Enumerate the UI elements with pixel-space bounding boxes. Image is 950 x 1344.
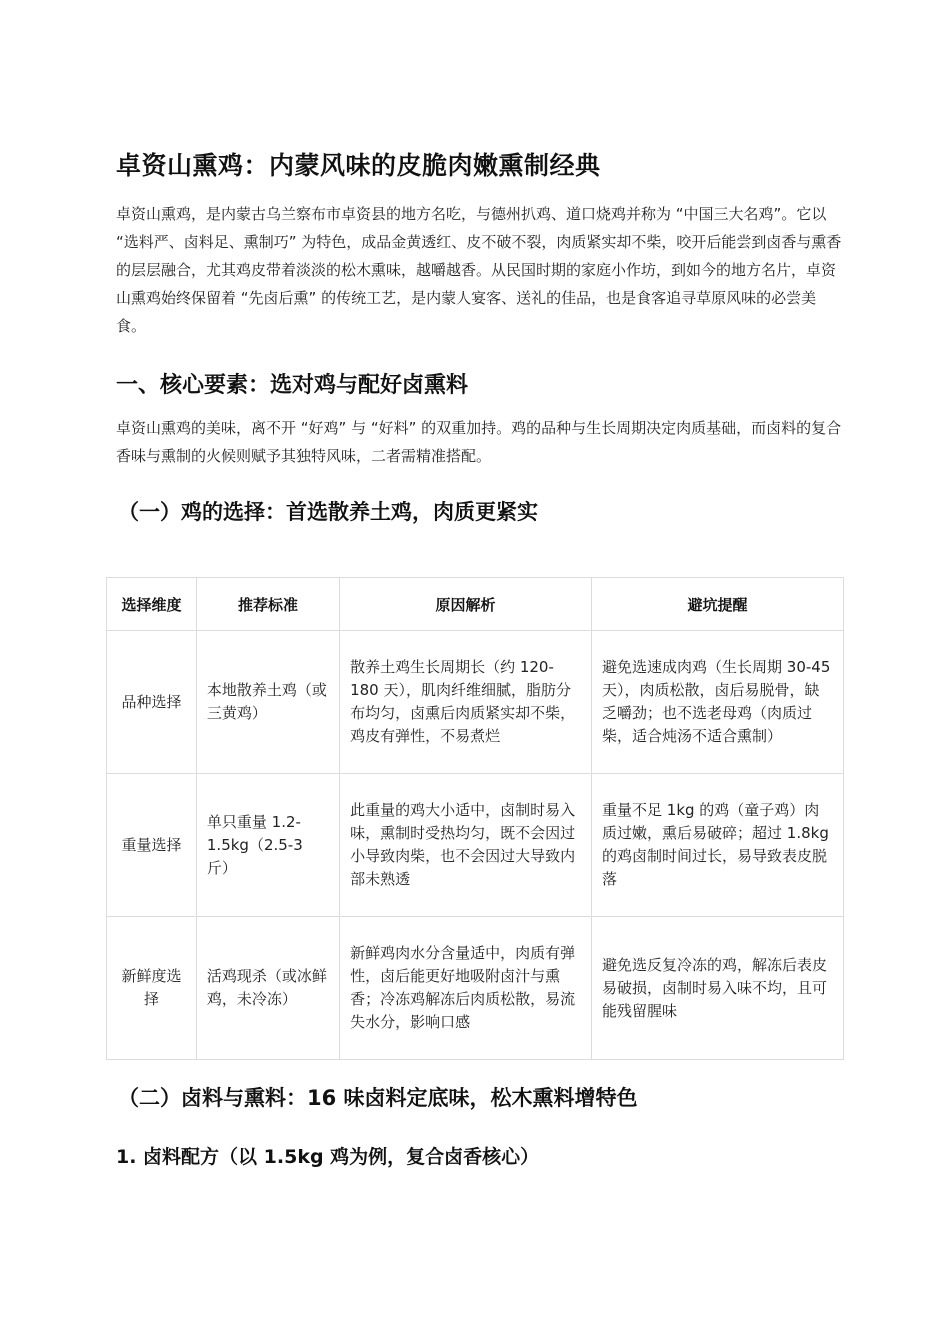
table-header-cell: 选择维度: [107, 578, 197, 631]
table-cell: 品种选择: [107, 631, 197, 774]
table-cell: 此重量的鸡大小适中，卤制时易入味，熏制时受热均匀，既不会因过小导致肉柴，也不会因过大导致内部未熟透: [340, 774, 592, 917]
section-1-paragraph: 卓资山熏鸡的美味，离不开 “好鸡” 与 “好料” 的双重加持。鸡的品种与生长周期决定肉质基础，而卤料的复合香味与熏制的火候则赋予其独特风味，二者需精准搭配。: [116, 419, 842, 465]
table-cell: 重量选择: [107, 774, 197, 917]
table-cell: 单只重量 1.2-1.5kg（2.5-3 斤）: [196, 774, 339, 917]
subsubsection-heading-recipe: 1. 卤料配方（以 1.5kg 鸡为例，复合卤香核心）: [116, 1146, 540, 1168]
table-row: [107, 917, 844, 1060]
table-row: [107, 631, 844, 774]
section-heading-1: 一、核心要素：选对鸡与配好卤熏料: [116, 373, 469, 398]
table-row: [107, 774, 844, 917]
table-header-cell: 推荐标准: [196, 578, 339, 631]
table-header-row: [107, 578, 844, 631]
table-cell: 新鲜度选择: [107, 917, 197, 1060]
table-cell: 避免选速成肉鸡（生长周期 30-45 天），肉质松散，卤后易脱骨，缺乏嚼劲；也不选老母鸡（肉质过柴，适合炖汤不适合熏制）: [592, 631, 844, 774]
table-cell: 重量不足 1kg 的鸡（童子鸡）肉质过嫩，熏后易破碎；超过 1.8kg 的鸡卤制时间过长，易导致表皮脱落: [592, 774, 844, 917]
table-cell: 新鲜鸡肉水分含量适中，肉质有弹性，卤后能更好地吸附卤汁与熏香；冷冻鸡解冻后肉质松散，易流失水分，影响口感: [340, 917, 592, 1060]
table-cell: 散养土鸡生长周期长（约 120-180 天），肌肉纤维细腻，脂肪分布均匀，卤熏后肉质紧实却不柴，鸡皮有弹性，不易煮烂: [340, 631, 592, 774]
subsection-heading-seasoning: （二）卤料与熏料：16 味卤料定底味，松木熏料增特色: [118, 1086, 638, 1110]
table-cell: 避免选反复冷冻的鸡，解冻后表皮易破损，卤制时易入味不均，且可能残留腥味: [592, 917, 844, 1060]
page-title: 卓资山熏鸡：内蒙风味的皮脆肉嫩熏制经典: [116, 151, 601, 180]
table-cell: 活鸡现杀（或冰鲜鸡，未冷冻）: [196, 917, 339, 1060]
subsection-heading-chicken: （一）鸡的选择：首选散养土鸡，肉质更紧实: [118, 500, 538, 524]
table-header-cell: 原因解析: [340, 578, 592, 631]
table-header-cell: 避坑提醒: [592, 578, 844, 631]
chicken-selection-table: [106, 577, 844, 1060]
intro-paragraph: 卓资山熏鸡，是内蒙古乌兰察布市卓资县的地方名吃，与德州扒鸡、道口烧鸡并称为 “中国三大名鸡”。它以 “选料严、卤料足、熏制巧” 为特色，成品金黄透红、皮不破不裂，肉质紧实却不柴，咬开后能尝到卤香与熏香的层层融合，尤其鸡皮带着淡淡的松木熏味，越嚼越香。从民国时期的家庭小作坊，到如今的地方名片，卓资山熏鸡始终保留着 “先卤后熏” 的传统工艺，是内蒙人宴客、送礼的佳品，也是食客追寻草原风味的必尝美食。: [116, 205, 842, 335]
table-cell: 本地散养土鸡（或三黄鸡）: [196, 631, 339, 774]
